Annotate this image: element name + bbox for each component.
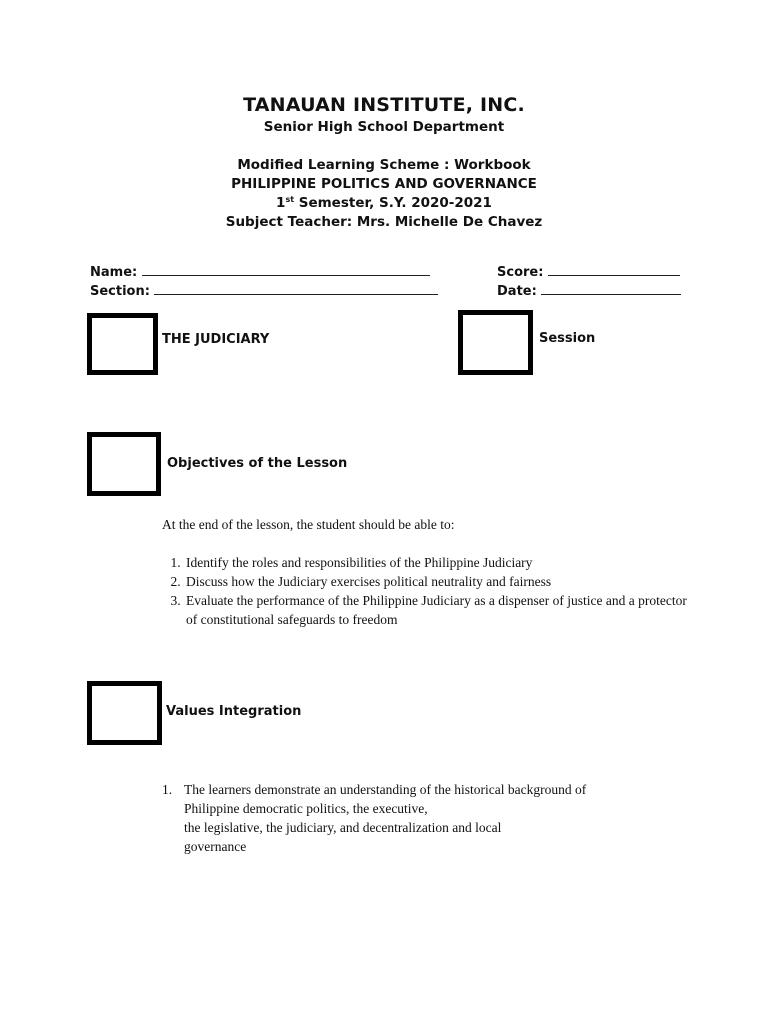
section-blank-line[interactable]	[154, 282, 438, 295]
semester-line	[0, 195, 768, 211]
date-field[interactable]	[497, 282, 681, 299]
topic-box	[87, 313, 158, 375]
values-item-line-4: governance	[184, 839, 247, 854]
objective-item-1: 1. Identify the roles and responsibilities of the Philippine Judiciary	[184, 553, 692, 572]
section-label: Section:	[90, 284, 150, 299]
subject-teacher: Subject Teacher: Mrs. Michelle De Chavez	[225, 214, 543, 230]
semester-ordinal: st	[285, 195, 295, 204]
objectives-box	[87, 432, 161, 496]
institution-title: TANAUAN INSTITUTE, INC.	[243, 94, 525, 116]
values-item-line-3: the legislative, the judiciary, and decentralization and local	[184, 820, 502, 835]
score-label: Score:	[497, 265, 544, 280]
values-box	[87, 681, 162, 745]
topic-label: THE JUDICIARY	[162, 332, 270, 347]
section-field[interactable]	[90, 282, 438, 299]
learning-scheme: Modified Learning Scheme : Workbook	[237, 157, 531, 173]
objective-item-2: 2. Discuss how the Judiciary exercises political neutrality and fairness	[184, 572, 692, 591]
name-field[interactable]	[90, 263, 430, 280]
values-label: Values Integration	[166, 704, 302, 719]
score-field[interactable]	[497, 263, 680, 280]
department-subtitle: Senior High School Department	[263, 119, 505, 135]
objective-item-3: 3. Evaluate the performance of the Philippine Judiciary as a dispenser of justice and a protector of constitutional safeguards to freedom	[184, 591, 692, 629]
semester-number: 1	[276, 195, 286, 211]
objectives-label: Objectives of the Lesson	[167, 456, 348, 471]
objectives-list	[162, 553, 692, 629]
session-label: Session	[539, 331, 596, 346]
values-item-line-1: The learners demonstrate an understanding of the historical background of	[184, 782, 587, 797]
values-item-line-2: Philippine democratic politics, the executive,	[184, 801, 428, 816]
date-label: Date:	[497, 284, 537, 299]
score-blank-line[interactable]	[548, 263, 680, 276]
semester-year: Semester, S.Y. 2020-2021	[294, 195, 492, 211]
values-item-number: 1.	[162, 782, 173, 797]
objectives-intro: At the end of the lesson, the student should be able to:	[162, 517, 455, 532]
session-box	[458, 310, 533, 375]
date-blank-line[interactable]	[541, 282, 681, 295]
name-blank-line[interactable]	[142, 263, 430, 276]
values-list	[162, 780, 722, 856]
name-label: Name:	[90, 265, 138, 280]
values-item-1	[162, 780, 722, 856]
subject-title: PHILIPPINE POLITICS AND GOVERNANCE	[231, 176, 537, 192]
